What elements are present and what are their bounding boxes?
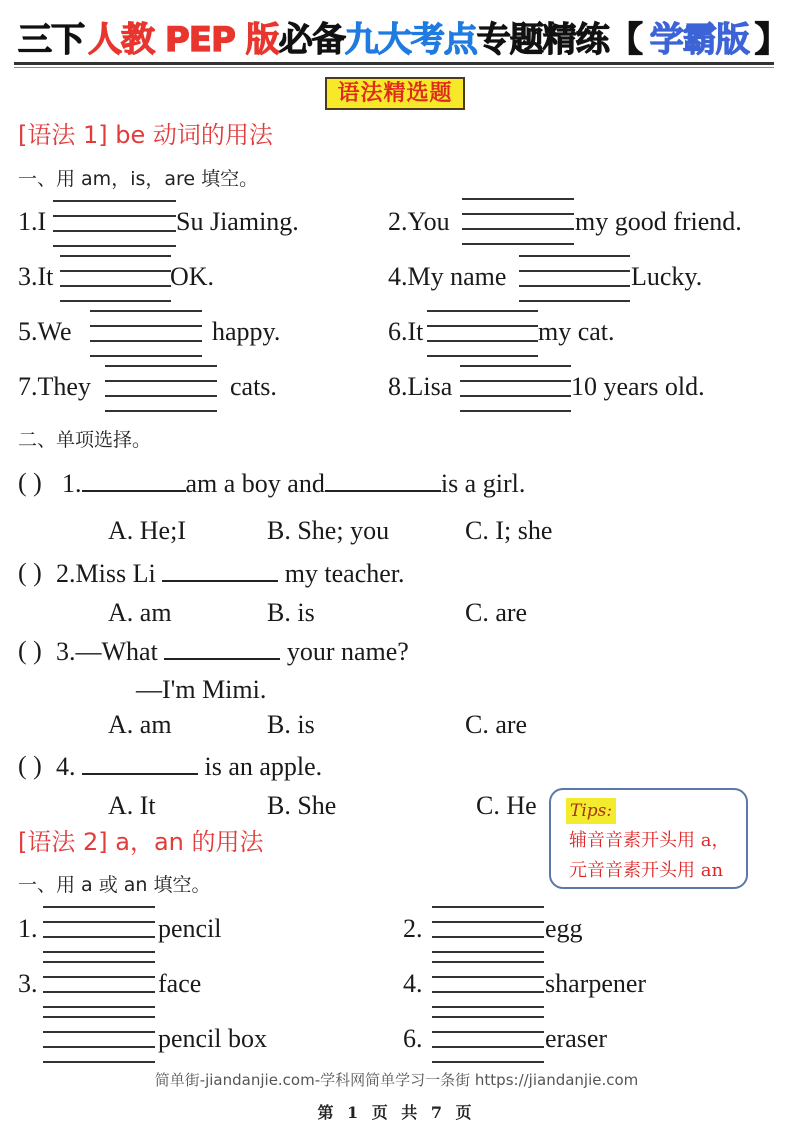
fill-item-5-blank[interactable] — [90, 310, 202, 356]
fill-item-7-label: 7.They — [18, 372, 91, 401]
article-item-5-text: pencil box — [158, 1024, 268, 1053]
mc-1-option-c[interactable]: C. I; she — [465, 516, 553, 545]
fill-item-2-blank[interactable] — [462, 198, 574, 244]
mc-stem-4-a: 4. — [56, 752, 76, 781]
mc-4-option-b[interactable]: B. She — [267, 791, 337, 820]
title-part-required: 必备 — [278, 20, 345, 60]
mc-3-option-c[interactable]: C. are — [465, 710, 528, 739]
mc-1-option-b[interactable]: B. She; you — [267, 516, 390, 545]
mc-answer-bracket-2[interactable]: ( ) — [18, 558, 42, 587]
document-title — [18, 18, 788, 62]
fill-item-3-text: OK. — [170, 262, 215, 291]
grammar1-part1-instruction: 一、用 am，is，are 填空。 — [18, 168, 259, 190]
fill-item-8-blank[interactable] — [460, 365, 571, 411]
mc-blank-1b[interactable] — [325, 468, 441, 492]
mc-answer-bracket-3[interactable]: ( ) — [18, 636, 42, 665]
tips-label: Tips: — [566, 798, 616, 824]
mc-stem-3 — [56, 636, 409, 667]
fill-item-3-blank[interactable] — [60, 255, 171, 301]
grammar1-part2-instruction: 二、单项选择。 — [18, 429, 152, 451]
mc-4-option-a[interactable]: A. It — [108, 791, 156, 820]
article-item-6-blank[interactable] — [432, 1016, 544, 1062]
mc-answer-bracket-4[interactable]: ( ) — [18, 751, 42, 780]
fill-item-4-label: 4.My name — [388, 262, 507, 291]
fill-item-6-blank[interactable] — [427, 310, 538, 356]
mc-stem-4-b: is an apple. — [204, 752, 323, 781]
article-item-3-label: 3. — [18, 969, 38, 998]
grammar2-title: [语法 2] a，an 的用法 — [18, 828, 264, 856]
fill-item-1-blank[interactable] — [53, 200, 176, 246]
mc-stem-3-b: your name? — [286, 637, 409, 666]
mc-stem-1-a: 1. — [62, 469, 82, 498]
article-item-1-label: 1. — [18, 914, 38, 943]
mc-blank-3[interactable] — [164, 636, 280, 660]
mc-stem-1-c: is a girl. — [440, 469, 526, 498]
fill-item-2-label: 2.You — [388, 207, 450, 236]
title-underline — [14, 62, 774, 65]
mc-stem-2-a: 2.Miss Li — [56, 559, 156, 588]
mc-answer-bracket-1[interactable]: ( ) — [18, 468, 42, 497]
mc-stem-3-a: 3.—What — [56, 637, 158, 666]
fill-item-7-text: cats. — [230, 372, 277, 401]
article-item-4-blank[interactable] — [432, 961, 544, 1007]
title-part-edition: 人教 PEP 版 — [88, 20, 279, 60]
fill-item-4-blank[interactable] — [519, 255, 630, 301]
article-item-3-text: face — [158, 969, 202, 998]
mc-3-reply: —I'm Mimi. — [136, 675, 267, 704]
fill-item-1-text: Su Jiaming. — [176, 207, 299, 236]
mc-3-option-b[interactable]: B. is — [267, 710, 315, 739]
mc-stem-1-b: am a boy and — [185, 469, 325, 498]
article-item-4-label: 4. — [403, 969, 423, 998]
fill-item-4-text: Lucky. — [631, 262, 703, 291]
fill-item-7-blank[interactable] — [105, 365, 217, 411]
fill-item-3-label: 3.It — [18, 262, 54, 291]
title-part-level: 学霸版 — [649, 20, 749, 60]
article-item-2-text: egg — [545, 914, 583, 943]
mc-blank-4[interactable] — [82, 751, 198, 775]
article-item-4-text: sharpener — [545, 969, 647, 998]
article-item-1-text: pencil — [158, 914, 222, 943]
fill-item-6-label: 6.It — [388, 317, 424, 346]
title-underline-thin — [14, 67, 774, 68]
grammar2-part1-instruction: 一、用 a 或 an 填空。 — [18, 874, 211, 896]
mc-blank-2[interactable] — [162, 558, 278, 582]
title-part-practice: 专题精练【 — [476, 20, 642, 60]
mc-blank-1a[interactable] — [82, 468, 186, 492]
mc-stem-2 — [56, 558, 405, 589]
mc-1-option-a[interactable]: A. He;I — [108, 516, 186, 545]
fill-item-8-text: 10 years old. — [571, 372, 705, 401]
article-item-5-blank[interactable] — [43, 1016, 155, 1062]
grammar1-title: [语法 1] be 动词的用法 — [18, 121, 273, 149]
tips-box — [549, 788, 748, 889]
section-badge: 语法精选题 — [325, 77, 465, 110]
footer-watermark: 简单街-jiandanjie.com-学科网简单学习一条街 https://jiandanjie.com — [154, 1071, 639, 1089]
fill-item-5-label: 5.We — [18, 317, 72, 346]
title-part-nine-points: 九大考点 — [344, 20, 477, 60]
article-item-3-blank[interactable] — [43, 961, 155, 1007]
article-item-1-blank[interactable] — [43, 906, 155, 952]
article-item-6-text: eraser — [545, 1024, 608, 1053]
mc-2-option-a[interactable]: A. am — [108, 598, 172, 627]
mc-stem-1 — [62, 468, 525, 499]
title-part-grade: 三下 — [18, 20, 84, 60]
fill-item-8-label: 8.Lisa — [388, 372, 453, 401]
mc-stem-4 — [56, 751, 322, 782]
tips-line-2: 元音音素开头用 an — [569, 860, 724, 881]
fill-item-5-text: happy. — [212, 317, 281, 346]
mc-stem-2-b: my teacher. — [284, 559, 405, 588]
fill-item-1-label: 1.I — [18, 207, 47, 236]
mc-3-option-a[interactable]: A. am — [108, 710, 172, 739]
mc-2-option-b[interactable]: B. is — [267, 598, 315, 627]
fill-item-2-text: my good friend. — [575, 207, 742, 236]
fill-item-6-text: my cat. — [538, 317, 615, 346]
title-part-close: 】 — [754, 20, 788, 60]
tips-line-1: 辅音音素开头用 a， — [569, 830, 730, 851]
article-item-6-label: 6. — [403, 1024, 423, 1053]
article-item-2-label: 2. — [403, 914, 423, 943]
page-number: 第 1 页 共 7 页 — [317, 1103, 476, 1122]
mc-4-option-c[interactable]: C. He — [476, 791, 537, 820]
mc-2-option-c[interactable]: C. are — [465, 598, 528, 627]
article-item-2-blank[interactable] — [432, 906, 544, 952]
